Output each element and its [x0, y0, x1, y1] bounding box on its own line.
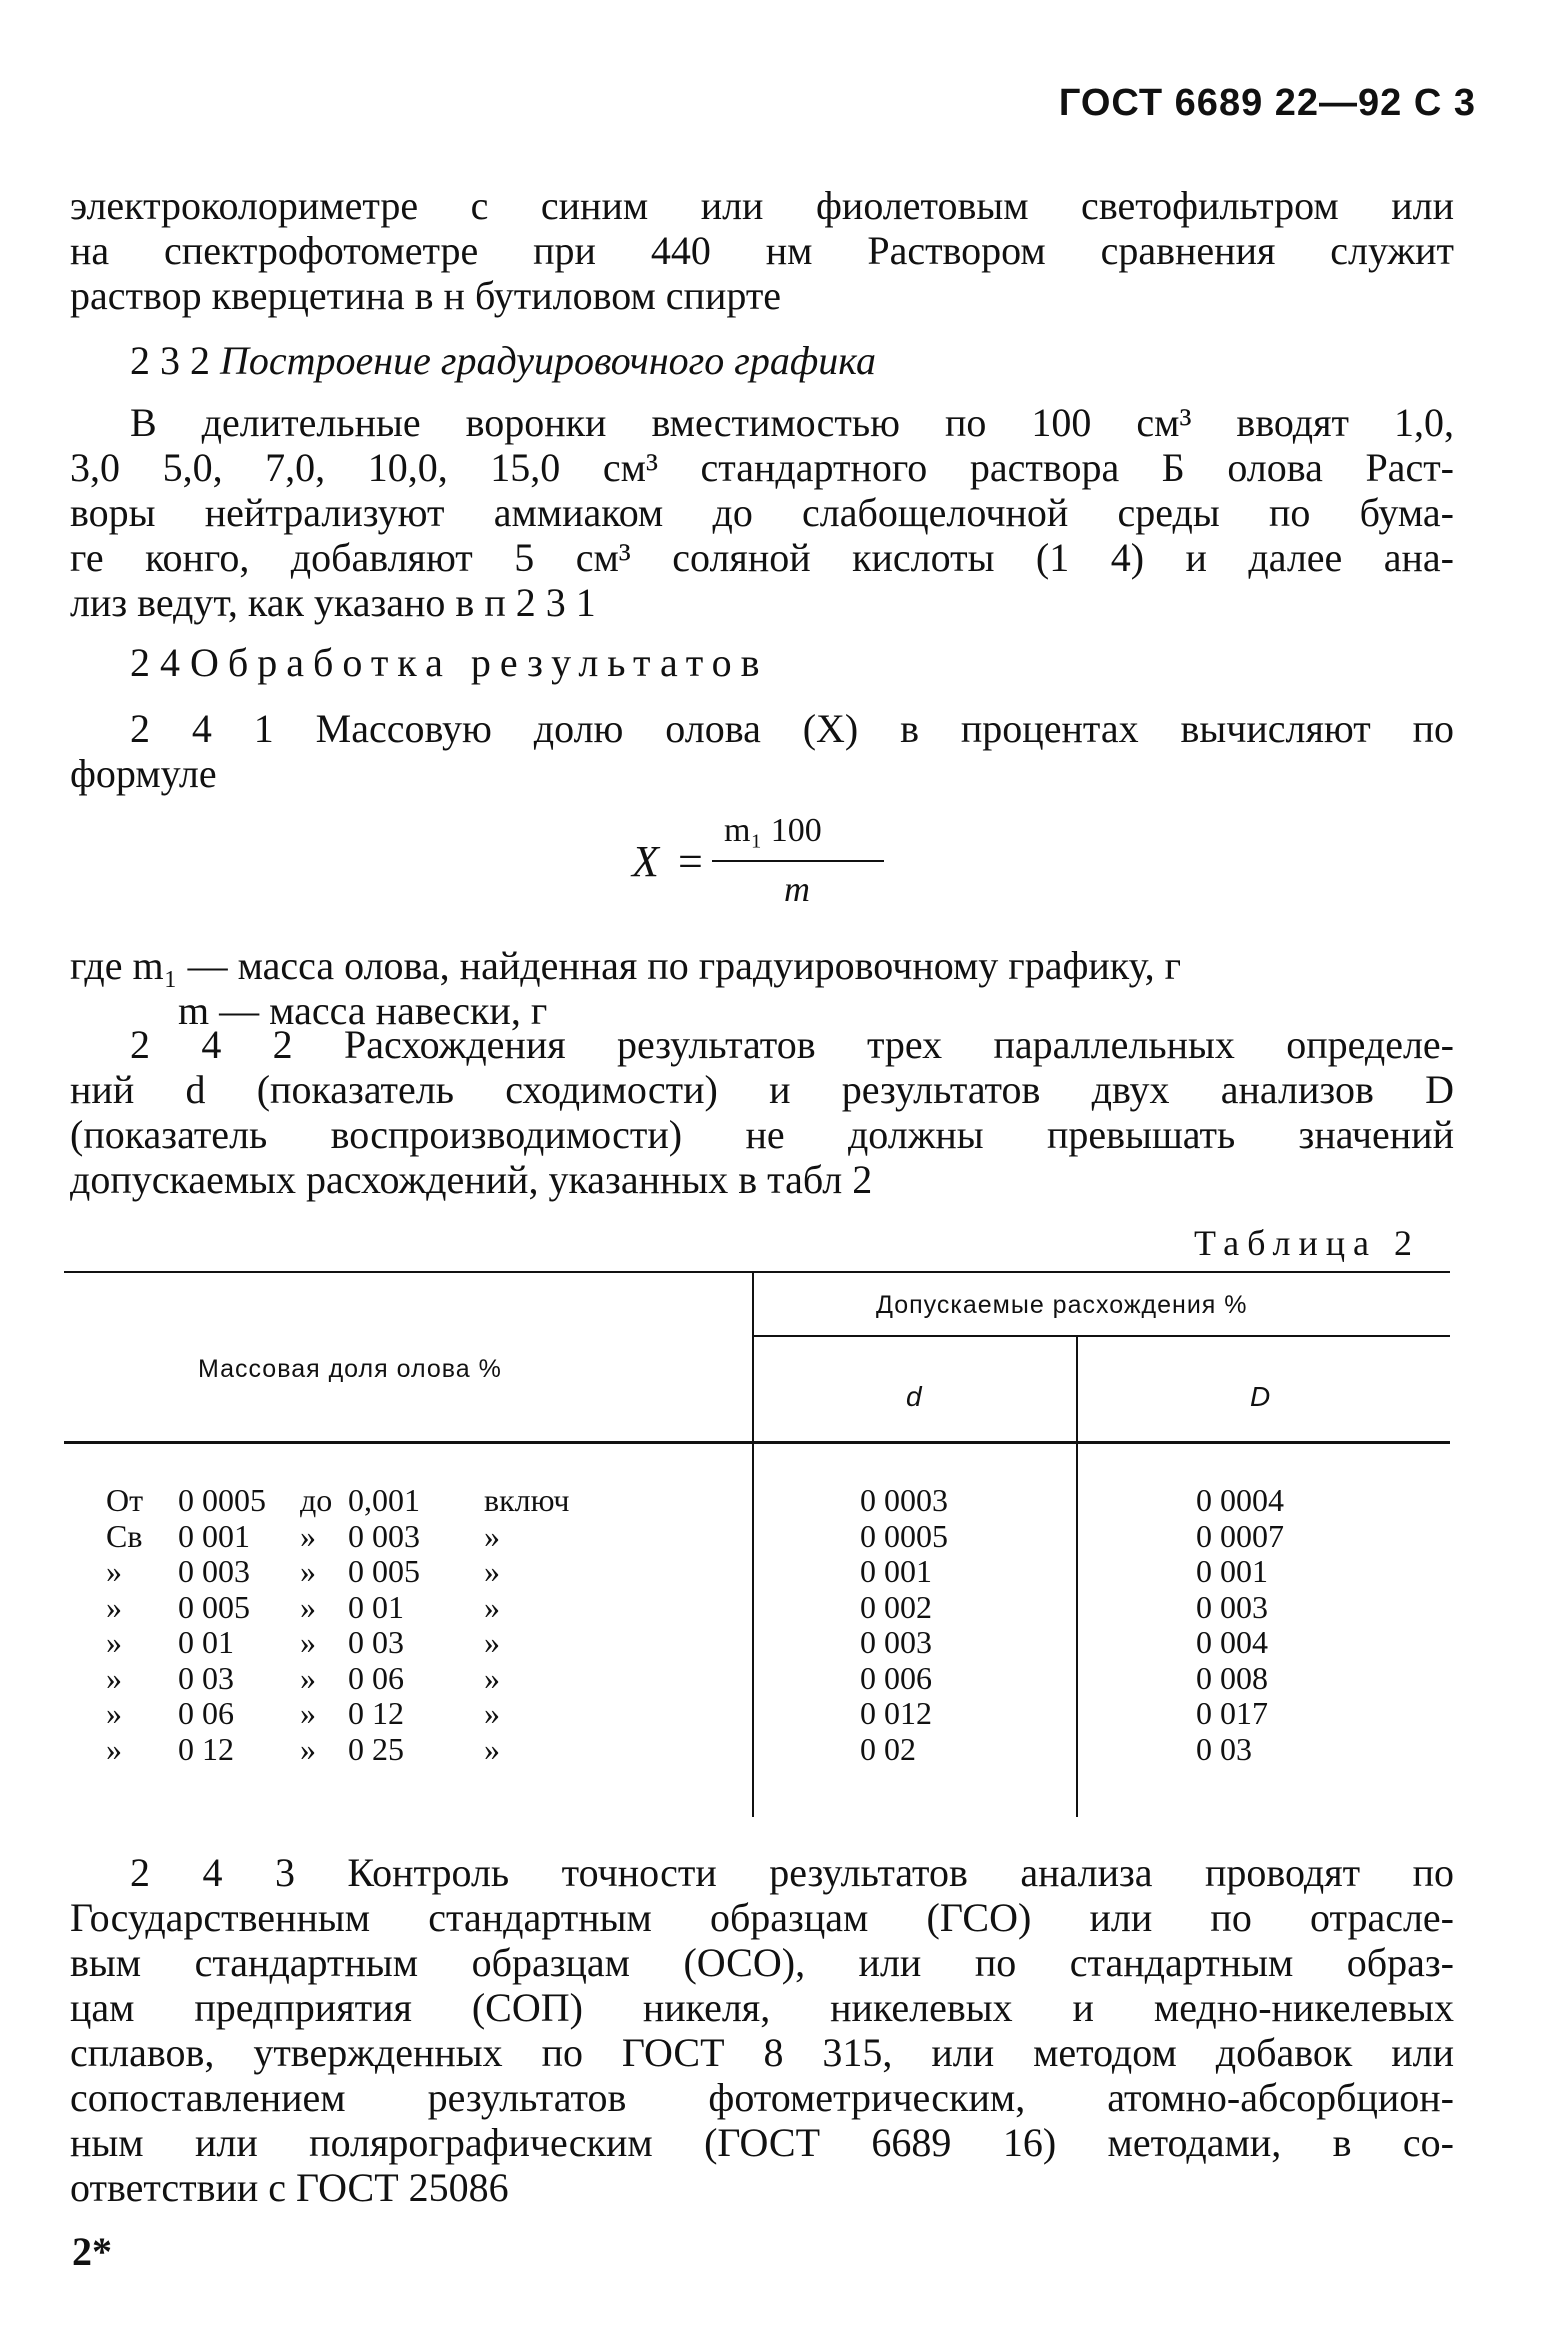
formula-lhs: X — [632, 837, 659, 886]
cell-D: 0 03 — [1196, 1730, 1252, 1767]
cell-d: 0 002 — [860, 1588, 932, 1625]
text-line: лиз ведут, как указано в п 2 3 1 — [70, 580, 596, 625]
col-header-d: d — [906, 1381, 923, 1412]
cell-prefix: Св — [106, 1517, 143, 1554]
text-line: допускаемых расхождений, указанных в табл 2 — [70, 1157, 873, 1202]
section-title: Обработка результатов — [190, 640, 769, 685]
cell-from: 0 06 — [178, 1695, 234, 1731]
cell-prefix: » — [106, 1730, 122, 1767]
cell-to: 0 003 — [348, 1517, 420, 1554]
cell-D: 0 008 — [1196, 1659, 1268, 1696]
table-caption: Таблица 2 — [1194, 1223, 1420, 1263]
cell-sep: » — [300, 1624, 316, 1660]
cell-from: 0 0005 — [178, 1482, 266, 1518]
cell-D: 0 003 — [1196, 1588, 1268, 1625]
cell-D: 0 017 — [1196, 1695, 1268, 1731]
section-heading-24 — [130, 640, 1430, 685]
cell-to: 0 06 — [348, 1659, 404, 1696]
cell-sep: » — [300, 1588, 316, 1625]
table-row — [64, 1660, 1450, 1696]
fraction-bar — [712, 860, 884, 862]
formula — [620, 812, 940, 922]
cell-from: 0 001 — [178, 1517, 250, 1554]
signature-mark: 2* — [72, 2229, 112, 2274]
intro-paragraph — [70, 183, 1454, 318]
cell-suffix: » — [484, 1659, 500, 1696]
cell-d: 0 012 — [860, 1695, 932, 1731]
col-header-mass: Массовая доля олова % — [198, 1355, 502, 1383]
text-line: m — масса навески, г — [178, 988, 548, 1033]
table-row — [64, 1695, 1450, 1731]
cell-d: 0 02 — [860, 1730, 916, 1767]
cell-to: 0 12 — [348, 1695, 404, 1731]
text-line: раствор кверцетина в н бутиловом спирте — [70, 273, 782, 318]
formula-numerator: m₁ 100 — [724, 812, 822, 849]
text-line: сплавов, утвержденных по ГОСТ 8 315, или методом добавок или — [70, 2030, 1454, 2075]
cell-d: 0 0003 — [860, 1482, 948, 1518]
text-line: 3,0 5,0, 7,0, 10,0, 15,0 см³ стандартного раствора Б олова Раст- — [70, 445, 1454, 490]
cell-d: 0 0005 — [860, 1517, 948, 1554]
cell-sep: » — [300, 1659, 316, 1696]
text-line: (показатель воспроизводимости) не должны превышать значений — [70, 1112, 1454, 1157]
cell-d: 0 001 — [860, 1553, 932, 1589]
cell-to: 0 25 — [348, 1730, 404, 1767]
cell-sep: » — [300, 1695, 316, 1731]
cell-suffix: » — [484, 1588, 500, 1625]
cell-suffix: » — [484, 1517, 500, 1554]
cell-D: 0 001 — [1196, 1553, 1268, 1589]
text-line: 2 4 2 Расхождения результатов трех параллельных определе- — [130, 1022, 1454, 1067]
text-line: цам предприятия (СОП) никеля, никелевых и медно-никелевых — [70, 1985, 1454, 2030]
cell-sep: » — [300, 1553, 316, 1589]
table-row — [64, 1731, 1450, 1767]
table-row — [64, 1624, 1450, 1660]
section-number: 2 4 — [130, 640, 180, 685]
cell-from: 0 03 — [178, 1659, 234, 1696]
cell-D: 0 0004 — [1196, 1482, 1284, 1518]
cell-sep: » — [300, 1730, 316, 1767]
cell-sep: » — [300, 1517, 316, 1554]
col-header-group: Допускаемые расхождения % — [876, 1291, 1248, 1319]
cell-d: 0 006 — [860, 1659, 932, 1696]
cell-prefix: » — [106, 1659, 122, 1696]
text-line: ге конго, добавляют 5 см³ соляной кислоты (1 4) и далее ана- — [70, 535, 1454, 580]
paragraph-242 — [70, 1022, 1454, 1202]
text-line: Государственным стандартным образцам (ГСО) или по отрасле- — [70, 1895, 1454, 1940]
section-heading-232 — [130, 338, 1430, 383]
cell-suffix: включ — [484, 1482, 570, 1518]
text-line: воры нейтрализуют аммиаком до слабощелочной среды по бума- — [70, 490, 1454, 535]
cell-to: 0,001 — [348, 1482, 420, 1518]
table-body — [64, 1482, 1450, 1766]
cell-suffix: » — [484, 1624, 500, 1660]
cell-prefix: » — [106, 1553, 122, 1589]
table-row — [64, 1482, 1450, 1518]
cell-from: 0 12 — [178, 1730, 234, 1767]
text-line: ответствии с ГОСТ 25086 — [70, 2165, 509, 2210]
cell-from: 0 005 — [178, 1588, 250, 1625]
text-line: где m₁ — масса олова, найденная по градуировочному графику, г — [70, 943, 1182, 988]
paragraph-232 — [70, 400, 1454, 625]
cell-to: 0 01 — [348, 1588, 404, 1625]
text-line: формуле — [70, 751, 217, 796]
col-header-D: D — [1250, 1381, 1272, 1412]
text-line: 2 4 3 Контроль точности результатов анализа проводят по — [130, 1850, 1454, 1895]
table-top-rule — [64, 1271, 1450, 1273]
cell-sep: до — [300, 1482, 333, 1518]
cell-suffix: » — [484, 1553, 500, 1589]
section-title: Построение градуировочного графика — [220, 338, 876, 383]
cell-d: 0 003 — [860, 1624, 932, 1660]
cell-suffix: » — [484, 1695, 500, 1731]
text-line: 2 4 1 Массовую долю олова (X) в процентах вычисляют по — [130, 706, 1454, 751]
text-line: ний d (показатель сходимости) и результатов двух анализов D — [70, 1067, 1454, 1112]
text-line: сопоставлением результатов фотометрическим, атомно-абсорбцион- — [70, 2075, 1454, 2120]
table-row — [64, 1589, 1450, 1625]
text-line: электроколориметре с синим или фиолетовым светофильтром или — [70, 183, 1454, 228]
cell-to: 0 03 — [348, 1624, 404, 1660]
table-header-rule — [64, 1441, 1450, 1444]
table — [64, 1265, 1450, 1825]
page-header: ГОСТ 6689 22—92 С 3 — [1058, 82, 1476, 124]
section-number: 2 3 2 — [130, 338, 210, 383]
cell-from: 0 003 — [178, 1553, 250, 1589]
cell-to: 0 005 — [348, 1553, 420, 1589]
cell-prefix: » — [106, 1624, 122, 1660]
table-row — [64, 1553, 1450, 1589]
cell-from: 0 01 — [178, 1624, 234, 1660]
paragraph-241 — [70, 706, 1454, 796]
formula-equals: = — [678, 837, 703, 886]
table-row — [64, 1518, 1450, 1554]
where-block — [70, 943, 1454, 1033]
text-line: вым стандартным образцам (ОСО), или по стандартным образ- — [70, 1940, 1454, 1985]
formula-denominator: m — [784, 869, 810, 909]
cell-prefix: От — [106, 1482, 144, 1518]
cell-D: 0 0007 — [1196, 1517, 1284, 1554]
cell-suffix: » — [484, 1730, 500, 1767]
table-group-rule — [752, 1335, 1450, 1337]
text-line: на спектрофотометре при 440 нм Раствором сравнения служит — [70, 228, 1454, 273]
cell-prefix: » — [106, 1695, 122, 1731]
cell-prefix: » — [106, 1588, 122, 1625]
paragraph-243 — [70, 1850, 1454, 2210]
text-line: ным или полярографическим (ГОСТ 6689 16) методами, в со- — [70, 2120, 1454, 2165]
text-line: В делительные воронки вместимостью по 100 см³ вводят 1,0, — [130, 400, 1454, 445]
cell-D: 0 004 — [1196, 1624, 1268, 1660]
